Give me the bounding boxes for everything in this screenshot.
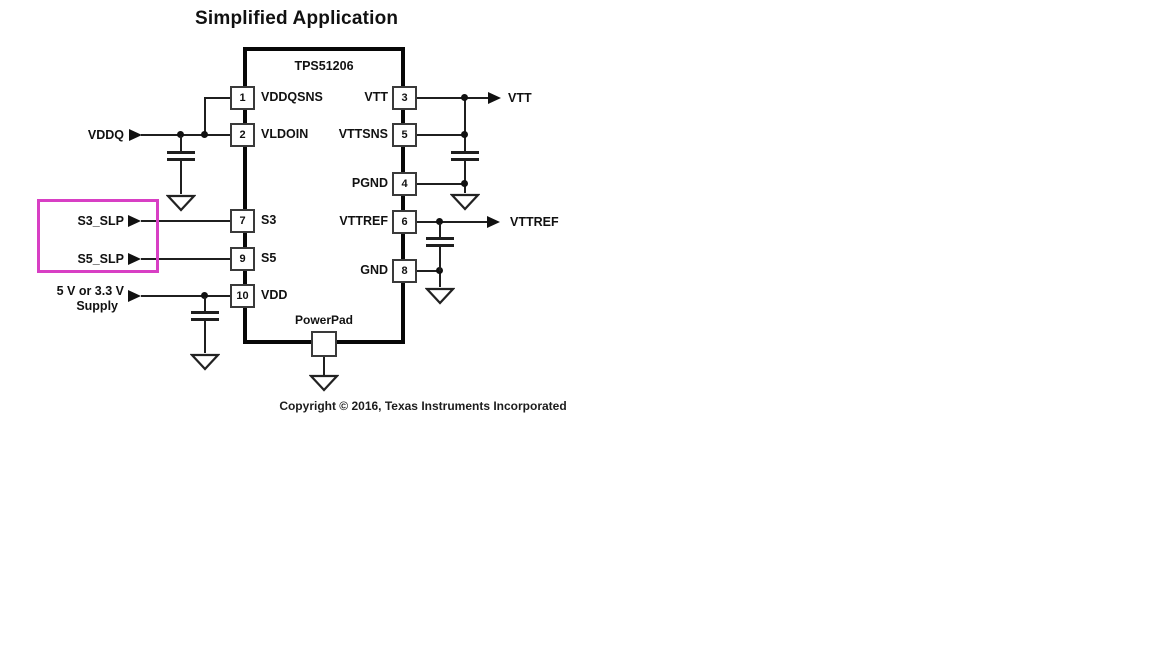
signal-arrow-icon bbox=[128, 290, 141, 302]
junction-dot bbox=[461, 131, 468, 138]
pin-box-8: 8 bbox=[392, 259, 417, 283]
powerpad-pad bbox=[311, 331, 337, 357]
signal-label-vddq: VDDQ bbox=[87, 128, 124, 142]
pin-name-pgnd: PGND bbox=[351, 176, 388, 190]
pin-box-3: 3 bbox=[392, 86, 417, 110]
pin-name-s5: S5 bbox=[261, 251, 277, 265]
ground-symbol bbox=[450, 193, 480, 216]
ground-symbol bbox=[190, 353, 220, 376]
ground-symbol bbox=[166, 194, 196, 217]
pin-name-gnd: GND bbox=[360, 263, 388, 277]
copyright-text: Copyright © 2016, Texas Instruments Incorporated bbox=[279, 399, 567, 413]
signal-label-vtt-out: VTT bbox=[508, 91, 532, 105]
signal-label-vttref-out: VTTREF bbox=[510, 215, 559, 229]
pin-box-2: 2 bbox=[230, 123, 255, 147]
pin-name-vttref: VTTREF bbox=[339, 214, 388, 228]
wire-vtt-out bbox=[417, 97, 489, 99]
signal-label-supply-line2: Supply bbox=[76, 299, 118, 313]
figure-title: Simplified Application bbox=[195, 8, 399, 29]
pin-box-4: 4 bbox=[392, 172, 417, 196]
signal-label-s5slp: S5_SLP bbox=[77, 252, 124, 266]
powerpad-label: PowerPad bbox=[294, 313, 354, 327]
wire-pgnd bbox=[417, 183, 466, 185]
wire-supply bbox=[141, 295, 231, 297]
wire-vddq bbox=[141, 134, 231, 136]
signal-arrow-icon bbox=[129, 129, 142, 141]
junction-dot bbox=[461, 180, 468, 187]
pin-name-vddqsns: VDDQSNS bbox=[261, 90, 323, 104]
ground-symbol bbox=[425, 287, 455, 310]
pin-name-vtt: VTT bbox=[364, 90, 388, 104]
chip-name-label: TPS51206 bbox=[294, 59, 354, 73]
wire-pin1-h bbox=[204, 97, 231, 99]
pin-box-6: 6 bbox=[392, 210, 417, 234]
signal-arrow-icon bbox=[487, 216, 500, 228]
wire-vttref-out bbox=[417, 221, 487, 223]
highlight-box bbox=[37, 199, 159, 273]
pin-box-7: 7 bbox=[230, 209, 255, 233]
signal-label-s3slp: S3_SLP bbox=[77, 214, 124, 228]
pin-box-10: 10 bbox=[230, 284, 255, 308]
junction-dot bbox=[461, 94, 468, 101]
pin-box-9: 9 bbox=[230, 247, 255, 271]
signal-arrow-icon bbox=[488, 92, 501, 104]
pin-name-vttsns: VTTSNS bbox=[338, 127, 388, 141]
junction-dot bbox=[201, 131, 208, 138]
signal-label-supply-line1: 5 V or 3.3 V bbox=[56, 284, 124, 298]
pin-name-s3: S3 bbox=[261, 213, 277, 227]
wire-powerpad-stub bbox=[323, 357, 325, 375]
pin-box-1: 1 bbox=[230, 86, 255, 110]
ground-symbol bbox=[309, 374, 339, 397]
pin-name-vdd: VDD bbox=[261, 288, 288, 302]
pin-name-vldoin: VLDOIN bbox=[261, 127, 309, 141]
pin-box-5: 5 bbox=[392, 123, 417, 147]
wire-vtt-cap-top bbox=[464, 97, 466, 151]
wire-vttsns bbox=[417, 134, 466, 136]
